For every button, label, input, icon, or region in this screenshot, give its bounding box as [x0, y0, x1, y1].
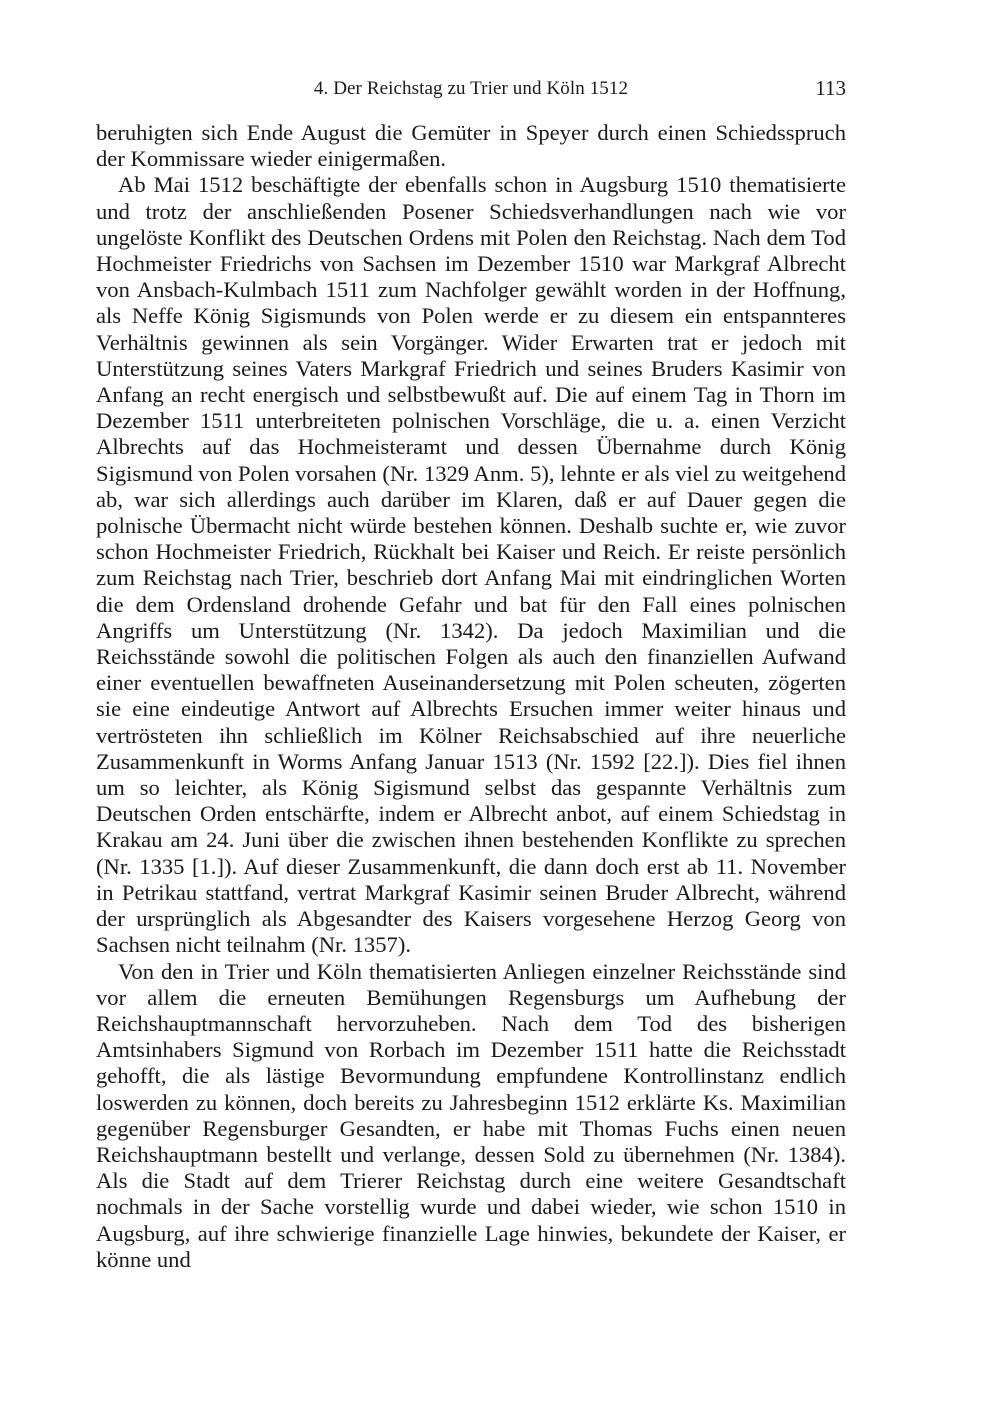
paragraph-3: Von den in Trier und Köln thematisierten Anliegen einzelner Reichsstände sind vor allem die erneuten Bemühungen Regensburgs um Aufhebung der Reichshauptmannschaft hervorzuheben. Nach dem Tod des bisherigen Amtsinhabers Sigmund von Rorbach im Dezember 1511 hatte die Reichsstadt gehofft, die als lästige Bevormundung empfundene Kontrollinstanz endlich loswerden zu können, doch bereits zu Jahresbeginn 1512 erklärte Ks. Maximilian gegenüber Regensburger Gesandten, er habe mit Thomas Fuchs einen neuen Reichshauptmann bestellt und verlange, dessen Sold zu übernehmen (Nr. 1384). Als die Stadt auf dem Trierer Reichstag durch eine weitere Gesandtschaft nochmals in der Sache vorstellig wurde und dabei wieder, wie schon 1510 in Augsburg, auf ihre schwierige finanzielle Lage hinwies, bekundete der Kaiser, er könne und	[96, 958, 846, 1272]
body-text	[96, 120, 846, 1273]
document-page	[96, 78, 846, 1273]
paragraph-2: Ab Mai 1512 beschäftigte der ebenfalls schon in Augsburg 1510 thematisierte und trotz der anschließenden Posener Schiedsverhandlungen nach wie vor ungelöste Konflikt des Deutschen Ordens mit Polen den Reichstag. Nach dem Tod Hochmeister Friedrichs von Sachsen im Dezember 1510 war Markgraf Albrecht von Ansbach-Kulmbach 1511 zum Nachfolger gewählt worden in der Hoffnung, als Neffe König Sigismunds von Polen werde er zu diesem ein entspannteres Verhältnis gewinnen als sein Vorgänger. Wider Erwarten trat er jedoch mit Unterstützung seines Vaters Markgraf Friedrich und seines Bruders Kasimir von Anfang an recht energisch und selbstbewußt auf. Die auf einem Tag in Thorn im Dezember 1511 unterbreiteten polnischen Vorschläge, die u. a. einen Verzicht Albrechts auf das Hochmeisteramt und dessen Übernahme durch König Sigismund von Polen vorsahen (Nr. 1329 Anm. 5), lehnte er als viel zu weitgehend ab, war sich allerdings auch darüber im Klaren, daß er auf Dauer gegen die polnische Übermacht nicht würde bestehen können. Deshalb suchte er, wie zuvor schon Hochmeister Friedrich, Rückhalt bei Kaiser und Reich. Er reiste persönlich zum Reichstag nach Trier, beschrieb dort Anfang Mai mit eindringlichen Worten die dem Ordensland drohende Gefahr und bat für den Fall eines polnischen Angriffs um Unterstützung (Nr. 1342). Da jedoch Maximilian und die Reichsstände sowohl die politischen Folgen als auch den finanziellen Aufwand einer eventuellen bewaffneten Auseinandersetzung mit Polen scheuten, zögerten sie eine eindeutige Antwort auf Albrechts Ersuchen immer weiter hinaus und vertrösteten ihn schließlich im Kölner Reichsabschied auf ihre neuerliche Zusammenkunft in Worms Anfang Januar 1513 (Nr. 1592 [22.]). Dies fiel ihnen um so leichter, als König Sigismund selbst das gespannte Verhältnis zum Deutschen Orden entschärfte, indem er Albrecht anbot, auf einem Schiedstag in Krakau am 24. Juni über die zwischen ihnen bestehenden Konflikte zu sprechen (Nr. 1335 [1.]). Auf dieser Zusammenkunft, die dann doch erst ab 11. November in Petrikau stattfand, vertrat Markgraf Kasimir seinen Bruder Albrecht, während der ursprünglich als Abgesandter des Kaisers vorgesehene Herzog Georg von Sachsen nicht teilnahm (Nr. 1357).	[96, 172, 846, 958]
paragraph-1: beruhigten sich Ende August die Gemüter in Speyer durch einen Schiedsspruch der Kommissare wieder einigermaßen.	[96, 120, 846, 172]
page-number: 113	[815, 76, 846, 100]
chapter-title: 4. Der Reichstag zu Trier und Köln 1512	[313, 78, 629, 99]
running-header	[96, 78, 846, 112]
